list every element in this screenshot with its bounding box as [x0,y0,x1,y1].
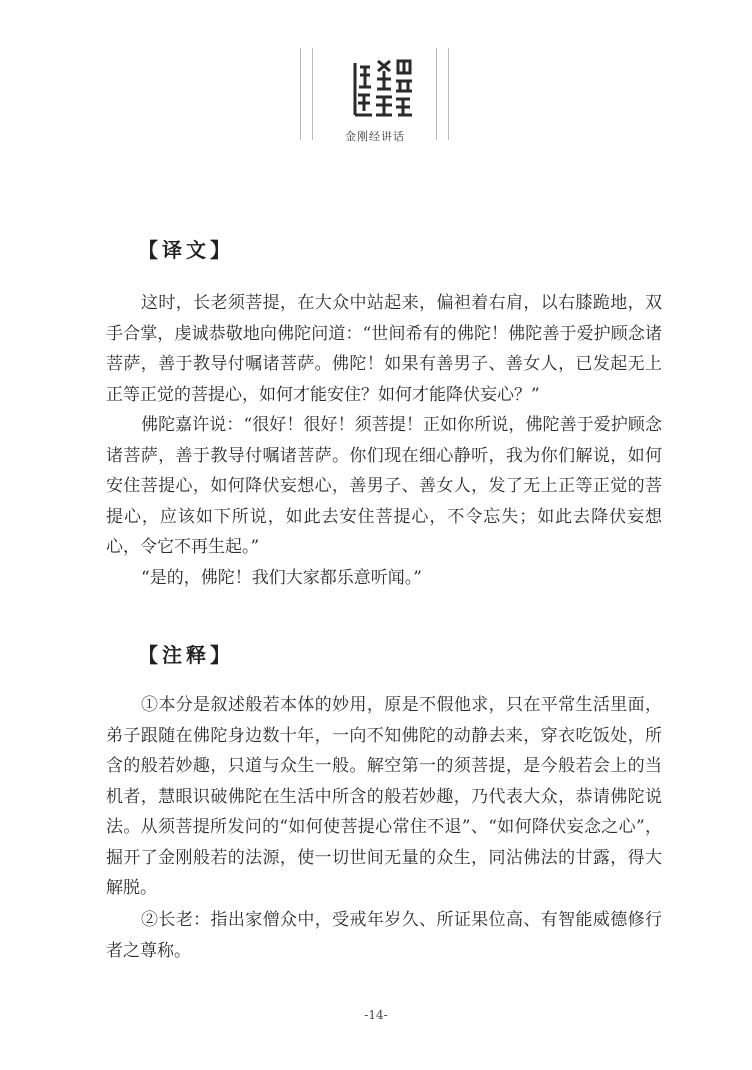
translation-paragraph: 佛陀嘉许说：“很好！很好！须菩提！正如你所说，佛陀善于爱护顾念诸菩萨，善于教导付嘱诸菩萨。你们现在细心静听，我为你们解说，如何安住菩提心，如何降伏妄想心，善男子、善女人，发了无上正等正觉的菩提心，应该如下所说，如此去安住菩提心，不令忘失；如此去降伏妄想心，令它不再生起。” [106,415,662,557]
header-rule-right-outer [448,48,449,140]
book-title: 金刚经讲话 [345,130,405,143]
header-rule-left-outer [300,48,301,140]
running-header [300,48,450,148]
header-rule-right-inner [436,48,437,140]
header-rule-left-inner [312,48,313,140]
translation-heading: 【译文】 [138,238,234,262]
note-paragraph: ②长老：指出家僧众中，受戒年岁久、所证果位高、有智能威德修行者之尊称。 [106,910,662,961]
translation-paragraph: “是的，佛陀！我们大家都乐意听闻。” [141,568,422,588]
seal-logo [352,57,414,119]
seal-logo-glyphs [352,57,414,119]
note-paragraph: ①本分是叙述般若本体的妙用，原是不假他求，只在平常生活里面，弟子跟随在佛陀身边数十年，一向不知佛陀的动静去来，穿衣吃饭处，所含的般若妙趣，只道与众生一般。解空第一的须菩提，是今般若会上的当机者，慧眼识破佛陀在生活中所含的般若妙趣，乃代表大众，恭请佛陀说法。从须菩提所发问的“如何使菩提心常住不退”、“如何降伏妄念之心”，掘开了金刚般若的法源，使一切世间无量的众生，同沾佛法的甘露，得大解脱。 [106,695,662,898]
notes-heading: 【注释】 [138,643,234,667]
translation-paragraph: 这时，长老须菩提，在大众中站起来，偏袒着右肩，以右膝跪地，双手合掌，虔诚恭敬地向佛陀问道：“世间希有的佛陀！佛陀善于爱护顾念诸菩萨，善于教导付嘱诸菩萨。佛陀！如果有善男子、善女人，已发起无上正等正觉的菩提心，如何才能安住？如何才能降伏妄心？” [106,293,662,405]
page-number: -14- [364,1008,388,1022]
